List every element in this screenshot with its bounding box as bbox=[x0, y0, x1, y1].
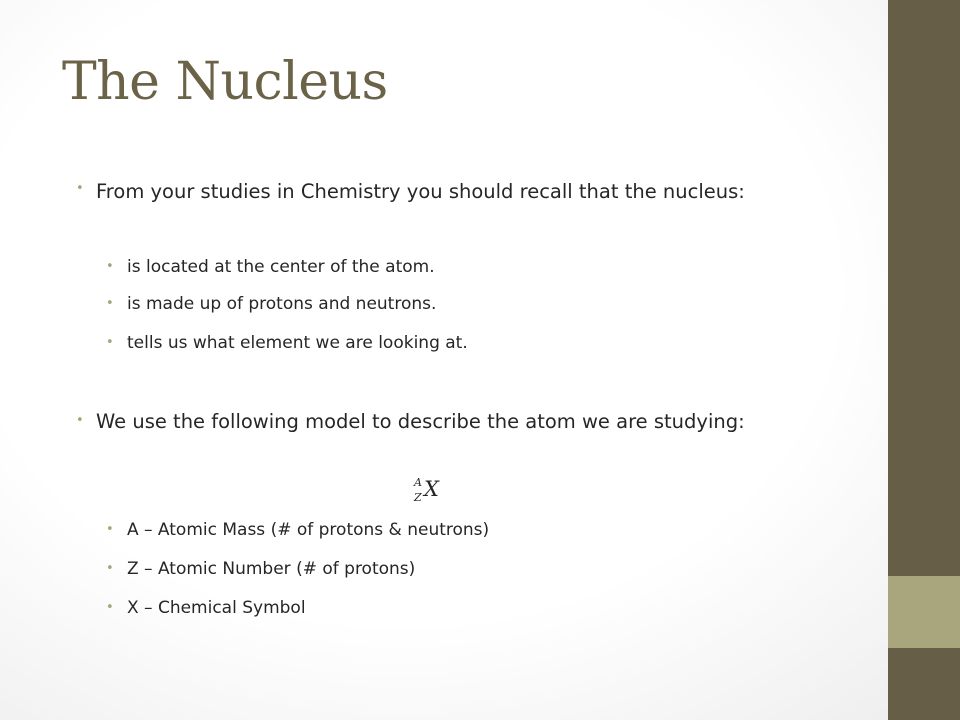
side-bar-dark-bottom bbox=[888, 648, 960, 720]
slide-title: The Nucleus bbox=[62, 52, 388, 112]
bullet-2-sub-2: Z – Atomic Number (# of protons) bbox=[127, 559, 416, 579]
bullet-marker: • bbox=[106, 561, 114, 576]
bullet-2-sub-3: X – Chemical Symbol bbox=[127, 598, 306, 618]
nuclide-notation bbox=[412, 474, 452, 510]
bullet-1-sub-1: is located at the center of the atom. bbox=[127, 257, 435, 277]
side-bar-light-middle bbox=[888, 576, 960, 648]
side-bar-dark-top bbox=[888, 0, 960, 576]
bullet-marker: • bbox=[106, 259, 114, 274]
side-bar-decoration bbox=[888, 0, 960, 720]
bullet-2-sub-1: A – Atomic Mass (# of protons & neutrons) bbox=[127, 520, 490, 540]
bullet-2-text: We use the following model to describe the atom we are studying: bbox=[96, 410, 745, 433]
bullet-marker: • bbox=[76, 181, 84, 196]
bullet-1-sub-3: tells us what element we are looking at. bbox=[127, 333, 468, 353]
bullet-marker: • bbox=[76, 413, 84, 428]
atomic-number-symbol: Z bbox=[414, 491, 422, 504]
atomic-mass-symbol: A bbox=[414, 476, 422, 489]
bullet-marker: • bbox=[106, 296, 114, 311]
bullet-marker: • bbox=[106, 600, 114, 615]
bullet-marker: • bbox=[106, 522, 114, 537]
chemical-symbol: X bbox=[424, 477, 439, 501]
bullet-marker: • bbox=[106, 335, 114, 350]
bullet-1-sub-2: is made up of protons and neutrons. bbox=[127, 294, 437, 314]
bullet-1-text: From your studies in Chemistry you should recall that the nucleus: bbox=[96, 180, 745, 203]
